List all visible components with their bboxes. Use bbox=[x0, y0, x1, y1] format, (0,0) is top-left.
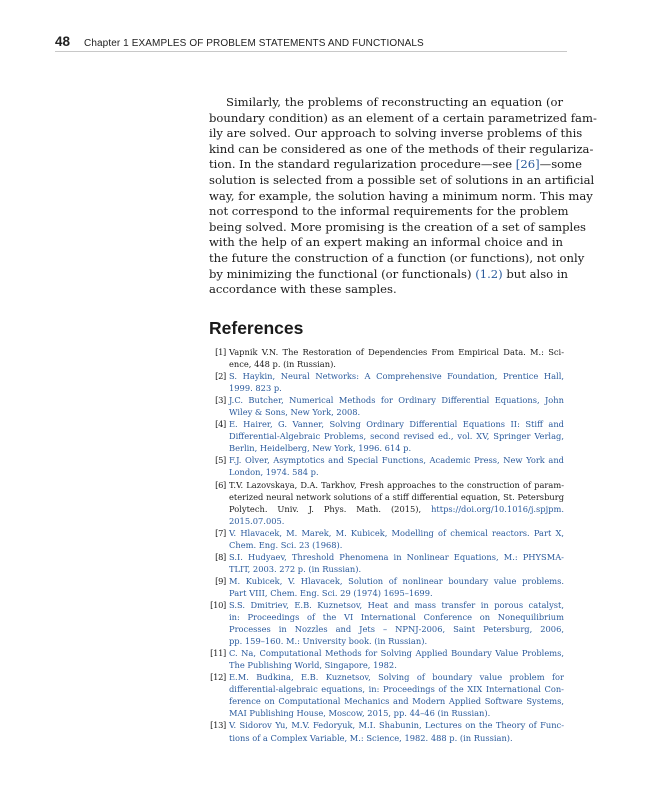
reference-line: V. Hlavacek, M. Marek, M. Kubicek, Modelling of chemical reactors. Part X, bbox=[229, 527, 564, 538]
body-line: by minimizing the functional (or functionals) (1.2) but also in bbox=[209, 266, 568, 281]
reference-item bbox=[209, 479, 564, 527]
reference-line: Part VIII, Chem. Eng. Sci. 29 (1974) 1695–1699. bbox=[229, 587, 433, 598]
reference-number: [8] bbox=[215, 551, 226, 562]
body-line: ily are solved. Our approach to solving inverse problems of this bbox=[209, 126, 583, 141]
body-line: way, for example, the solution having a minimum norm. This may bbox=[209, 188, 593, 203]
reference-number: [1] bbox=[215, 347, 226, 357]
body-line: not correspond to the informal requirements for the problem bbox=[209, 204, 569, 219]
reference-number: [3] bbox=[215, 395, 226, 406]
reference-item[interactable] bbox=[209, 418, 564, 454]
reference-item[interactable] bbox=[209, 370, 564, 394]
references-heading: References bbox=[209, 318, 304, 338]
reference-line: S. Haykin, Neural Networks: A Comprehensive Foundation, Prentice Hall, bbox=[229, 371, 564, 382]
reference-text bbox=[229, 599, 564, 647]
reference-line: pp. 159–160. M.: University book. (in Russian). bbox=[229, 636, 428, 647]
reference-text bbox=[229, 551, 564, 575]
reference-item[interactable] bbox=[209, 647, 564, 671]
body-line: with the help of an expert making an informal choice and in bbox=[209, 235, 563, 250]
reference-line: F.J. Olver, Asymptotics and Special Functions, Academic Press, New York and bbox=[229, 455, 564, 466]
body-line: kind can be considered as one of the methods of their regulariza- bbox=[209, 141, 594, 156]
reference-line: C. Na, Computational Methods for Solving Applied Boundary Value Problems, bbox=[229, 648, 564, 659]
reference-item[interactable] bbox=[209, 527, 564, 551]
reference-item[interactable] bbox=[209, 599, 564, 647]
reference-line: The Publishing World, Singapore, 1982. bbox=[229, 660, 397, 671]
reference-number: [11] bbox=[210, 648, 226, 659]
reference-number: [5] bbox=[215, 455, 226, 466]
reference-item bbox=[209, 346, 564, 370]
citation-link[interactable]: (1.2) bbox=[475, 266, 503, 281]
doi-link[interactable]: https://doi.org/10.1016/j.spjpm. bbox=[431, 503, 564, 514]
reference-line: Vapnik V.N. The Restoration of Dependencies From Empirical Data. M.: Sci- bbox=[229, 347, 564, 357]
reference-item[interactable] bbox=[209, 454, 564, 478]
reference-text bbox=[229, 479, 564, 527]
reference-line: Berlin, Heidelberg, New York, 1996. 614 p. bbox=[229, 443, 412, 454]
reference-item[interactable] bbox=[209, 394, 564, 418]
citation-link[interactable]: [26] bbox=[515, 157, 540, 172]
reference-line: Chem. Eng. Sci. 23 (1968). bbox=[229, 539, 343, 550]
page-number: 48 bbox=[55, 34, 71, 49]
reference-item[interactable] bbox=[209, 719, 564, 743]
reference-line: E.M. Budkina, E.B. Kuznetsov, Solving of boundary value problem for bbox=[229, 672, 564, 683]
reference-number: [9] bbox=[215, 575, 226, 586]
reference-line: E. Hairer, G. Vanner, Solving Ordinary Differential Equations II: Stiff and bbox=[229, 419, 564, 430]
reference-line: 1999. 823 p. bbox=[229, 383, 282, 394]
reference-line: T.V. Lazovskaya, D.A. Tarkhov, Fresh approaches to the construction of param- bbox=[229, 479, 564, 490]
reference-text bbox=[229, 671, 564, 719]
reference-text bbox=[229, 647, 564, 671]
reference-number: [10] bbox=[210, 599, 226, 610]
reference-number: [13] bbox=[210, 720, 226, 731]
reference-text bbox=[229, 346, 564, 370]
reference-line: S.I. Hudyaev, Threshold Phenomena in Nonlinear Equations, M.: PHYSMA- bbox=[229, 551, 564, 562]
reference-line: S.S. Dmitriev, E.B. Kuznetsov, Heat and mass transfer in porous catalyst, bbox=[229, 599, 564, 610]
reference-text bbox=[229, 527, 564, 551]
reference-line: ference on Computational Mechanics and Modern Applied Software Systems, bbox=[229, 696, 564, 707]
body-line: boundary condition) as an element of a certain parametrized fam- bbox=[209, 110, 597, 125]
reference-line: V. Sidorov Yu, M.V. Fedoryuk, M.I. Shabunin, Lectures on the Theory of Func- bbox=[229, 720, 564, 731]
reference-line: in: Proceedings of the VI International Conference on Nonequilibrium bbox=[229, 612, 564, 623]
body-line: tion. In the standard regularization procedure—see [26]—some bbox=[209, 157, 582, 172]
reference-item[interactable] bbox=[209, 575, 564, 599]
reference-number: [2] bbox=[215, 371, 226, 382]
reference-line: Wiley & Sons, New York, 2008. bbox=[229, 407, 361, 418]
body-line: Similarly, the problems of reconstructing an equation (or bbox=[226, 95, 563, 109]
reference-line: Differential-Algebraic Problems, second revised ed., vol. XV, Springer Verlag, bbox=[229, 431, 564, 442]
reference-item[interactable] bbox=[209, 671, 564, 719]
reference-text bbox=[229, 719, 564, 743]
reference-text bbox=[229, 394, 564, 418]
reference-number: [12] bbox=[210, 672, 226, 683]
body-line: the future the construction of a function (or functions), not only bbox=[209, 250, 585, 265]
reference-line: TLIT, 2003. 272 p. (in Russian). bbox=[229, 563, 362, 574]
running-head bbox=[55, 34, 567, 49]
reference-line: ence, 448 p. (in Russian). bbox=[229, 359, 336, 370]
reference-number: [4] bbox=[215, 419, 226, 430]
reference-item[interactable] bbox=[209, 551, 564, 575]
doi-link[interactable]: 2015.07.005. bbox=[229, 515, 285, 526]
reference-line: J.C. Butcher, Numerical Methods for Ordinary Differential Equations, John bbox=[229, 395, 564, 406]
body-paragraph bbox=[209, 95, 597, 298]
body-line: accordance with these samples. bbox=[209, 282, 397, 297]
reference-number: [6] bbox=[215, 479, 226, 490]
reference-text bbox=[229, 370, 564, 394]
reference-line: Processes in Nozzles and Jets – NPNJ-2006, Saint Petersburg, 2006, bbox=[229, 624, 564, 635]
header-rule bbox=[55, 51, 567, 52]
reference-number: [7] bbox=[215, 527, 226, 538]
reference-line: eterized neural network solutions of a stiff differential equation, St. Petersburg bbox=[229, 491, 564, 502]
reference-line: differential-algebraic equations, in: Proceedings of the XIX International Con- bbox=[229, 684, 564, 695]
reference-line: tions of a Complex Variable, M.: Science, 1982. 488 p. (in Russian). bbox=[229, 732, 513, 743]
chapter-title: Chapter 1 EXAMPLES OF PROBLEM STATEMENTS AND FUNCTIONALS bbox=[84, 38, 424, 49]
reference-line bbox=[229, 515, 564, 527]
reference-text bbox=[229, 454, 564, 478]
reference-line: London, 1974. 584 p. bbox=[229, 467, 319, 478]
reference-line: M. Kubicek, V. Hlavacek, Solution of nonlinear boundary value problems. bbox=[229, 575, 564, 586]
references-list bbox=[209, 346, 564, 744]
reference-line: MAI Publishing House, Moscow, 2015, pp. 44–46 (in Russian). bbox=[229, 708, 491, 719]
reference-text bbox=[229, 575, 564, 599]
reference-text bbox=[229, 418, 564, 454]
body-line: being solved. More promising is the creation of a set of samples bbox=[209, 219, 587, 234]
reference-line: Polytech. Univ. J. Phys. Math. (2015), https://doi.org/10.1016/j.spjpm. bbox=[229, 503, 564, 514]
body-line: solution is selected from a possible set of solutions in an artificial bbox=[209, 172, 595, 187]
